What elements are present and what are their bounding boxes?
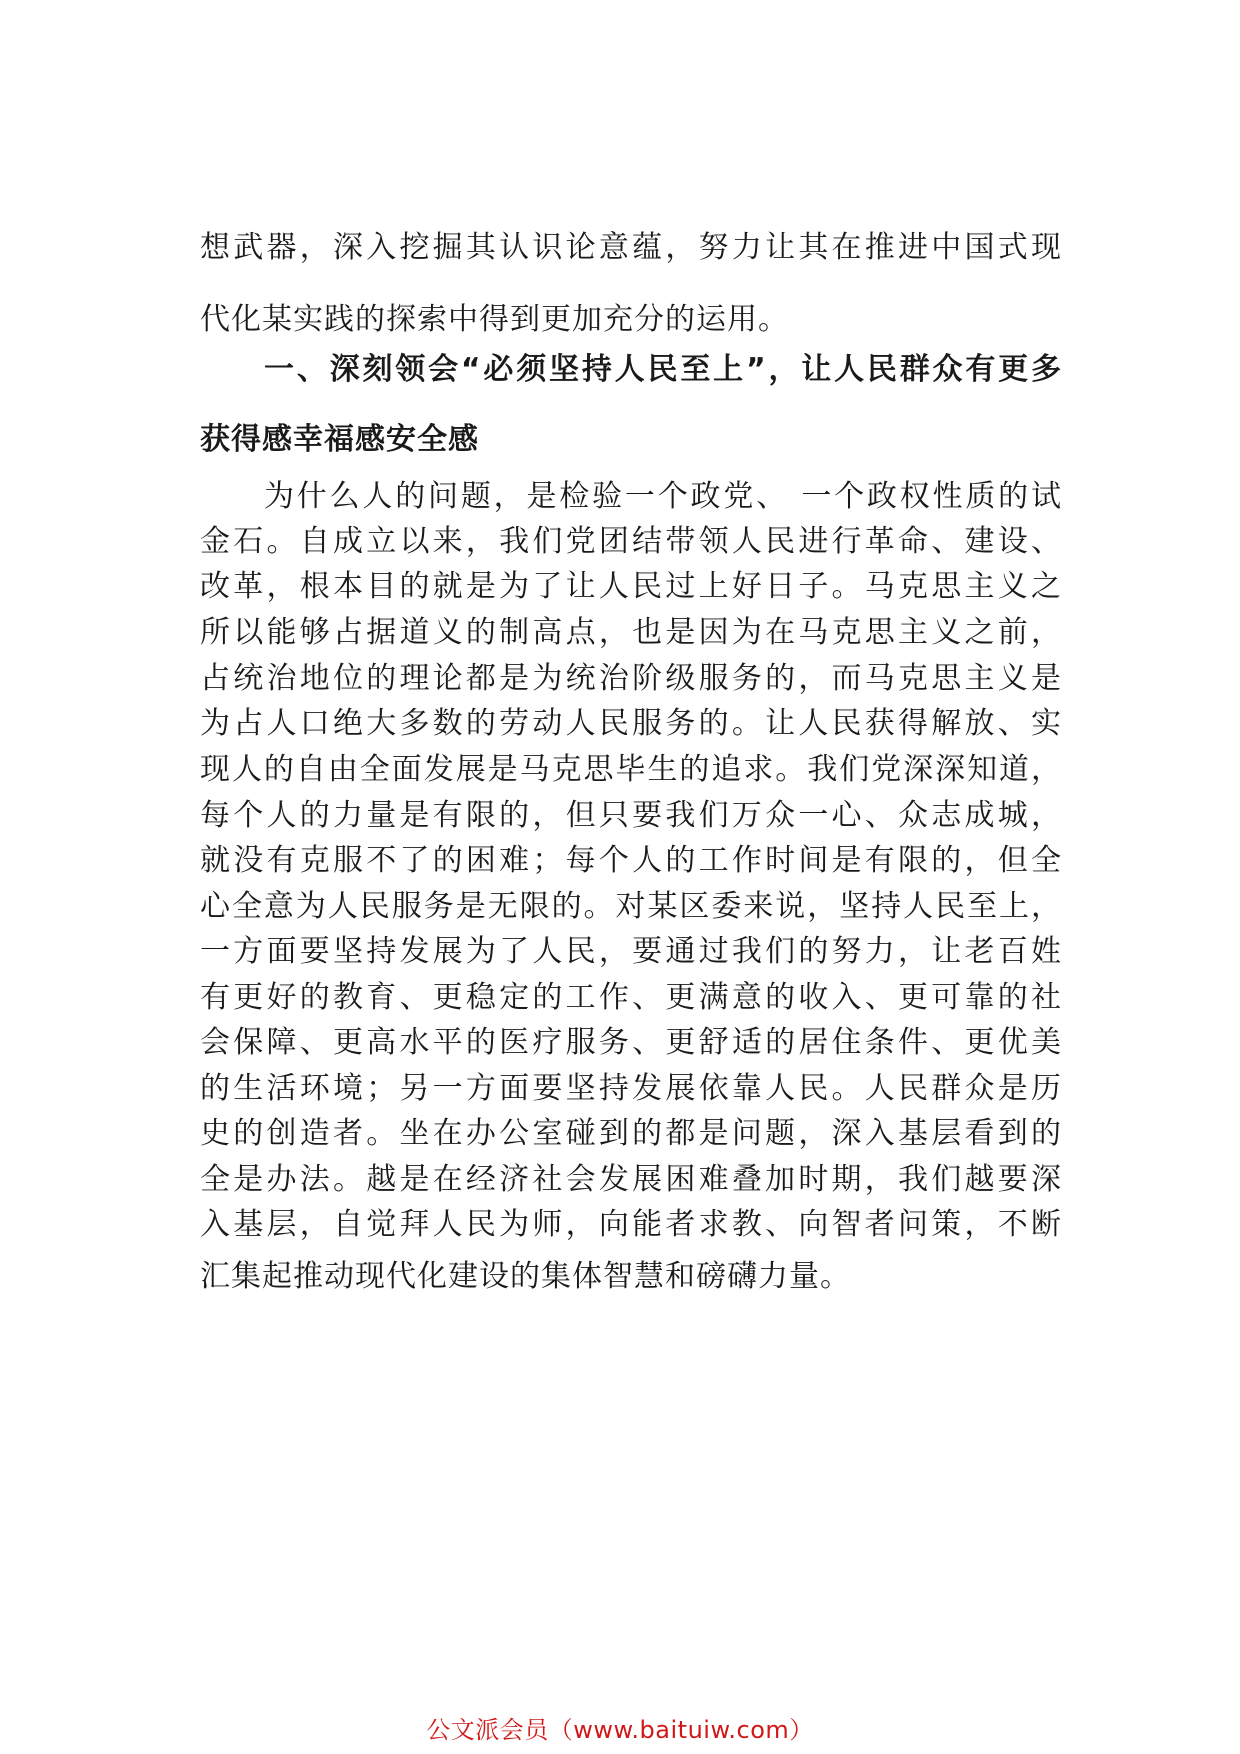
paragraph-line: 每个人的力量是有限的，但只要我们万众一心、众志成城， xyxy=(200,798,1062,833)
paragraph-line: 改革，根本目的就是为了让人民过上好日子。马克思主义之 xyxy=(200,569,1062,604)
paragraph-line: 就没有克服不了的困难；每个人的工作时间是有限的，但全 xyxy=(200,843,1062,878)
paragraph-line: 为什么人的问题，是检验一个政党、 一个政权性质的试 xyxy=(264,479,1062,514)
section-heading-line: 一、深刻领会“必须坚持人民至上”，让人民群众有更多 xyxy=(264,352,1062,387)
paragraph-line: 心全意为人民服务是无限的。对某区委来说，坚持人民至上， xyxy=(200,889,1062,924)
paragraph-line: 现人的自由全面发展是马克思毕生的追求。我们党深深知道， xyxy=(200,752,1062,787)
paragraph-line: 史的创造者。坐在办公室碰到的都是问题，深入基层看到的 xyxy=(200,1116,1062,1151)
paragraph-line: 占统治地位的理论都是为统治阶级服务的，而马克思主义是 xyxy=(200,661,1062,696)
paragraph-line: 有更好的教育、更稳定的工作、更满意的收入、更可靠的社 xyxy=(200,980,1062,1015)
intro-line: 代化某实践的探索中得到更加充分的运用。 xyxy=(200,302,789,337)
paragraph-line: 全是办法。越是在经济社会发展困难叠加时期，我们越要深 xyxy=(200,1162,1062,1197)
section-heading-line: 获得感幸福感安全感 xyxy=(200,422,479,457)
paragraph-line: 所以能够占据道义的制高点，也是因为在马克思主义之前， xyxy=(200,615,1062,650)
paragraph-line: 一方面要坚持发展为了人民，要通过我们的努力，让老百姓 xyxy=(200,934,1062,969)
paragraph-line: 汇集起推动现代化建设的集体智慧和磅礴力量。 xyxy=(200,1259,851,1294)
paragraph-line: 入基层，自觉拜人民为师，向能者求教、向智者问策，不断 xyxy=(200,1207,1062,1242)
paragraph-line: 为占人口绝大多数的劳动人民服务的。让人民获得解放、实 xyxy=(200,706,1062,741)
footer-watermark-link[interactable]: 公文派会员（www.baituiw.com） xyxy=(426,1716,814,1744)
paragraph-line: 会保障、更高水平的医疗服务、更舒适的居住条件、更优美 xyxy=(200,1025,1062,1060)
paragraph-line: 金石。自成立以来，我们党团结带领人民进行革命、建设、 xyxy=(200,524,1062,559)
paragraph-line: 的生活环境；另一方面要坚持发展依靠人民。人民群众是历 xyxy=(200,1071,1062,1106)
intro-line: 想武器，深入挖掘其认识论意蕴，努力让其在推进中国式现 xyxy=(200,230,1062,265)
